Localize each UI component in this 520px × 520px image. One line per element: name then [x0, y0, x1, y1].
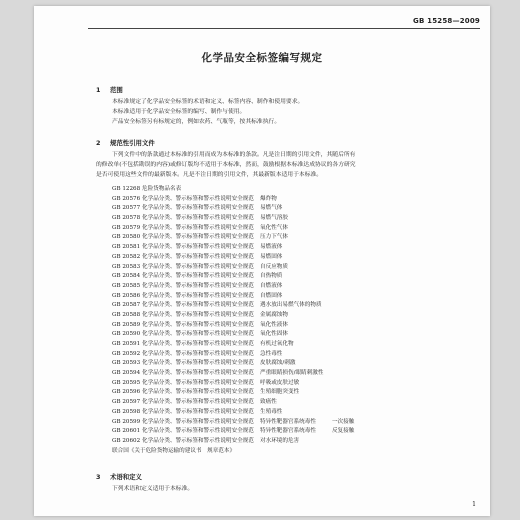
reference-category: 易燃液体 — [260, 244, 283, 251]
document-title: 化学品安全标签编写规定 — [201, 52, 323, 64]
reference-category: 自燃固体 — [260, 292, 283, 299]
reference-code: GB 20581 — [112, 244, 141, 251]
reference-category: 致癌性 — [260, 399, 277, 406]
reference-title: 化学品分类、警示标签和警示性说明安全规范 — [142, 341, 254, 347]
reference-code: GB 20601 — [112, 428, 141, 435]
reference-category: 易燃气体 — [260, 205, 283, 212]
reference-row — [112, 398, 472, 408]
reference-category: 易燃气溶胶 — [260, 215, 288, 222]
reference-row — [112, 214, 472, 224]
reference-category: 压力下气体 — [260, 234, 288, 241]
reference-row — [112, 282, 472, 292]
document-page — [34, 6, 490, 516]
section-2-intro-line: 是否可使用这些文件的最新版本。凡是不注日期的引用文件，其最新版本适用于本标准。 — [96, 172, 323, 178]
reference-category: 严重眼睛损伤/眼睛刺激性 — [260, 370, 324, 377]
section-3-body — [96, 484, 468, 494]
reference-row — [112, 408, 472, 418]
section-3-number: 3 — [96, 473, 101, 481]
standard-code: GB 15258—2009 — [413, 17, 480, 25]
reference-subcategory: 一次接触 — [331, 418, 355, 425]
reference-category: 特异性靶器官系统毒性 — [260, 418, 316, 425]
reference-code: GB 20588 — [112, 311, 141, 318]
reference-category: 呼吸或皮肤过敏 — [260, 379, 300, 386]
reference-title: 化学品分类、警示标签和警示性说明安全规范 — [142, 263, 254, 270]
reference-title: 化学品分类、警示标签和警示性说明安全规范 — [142, 321, 254, 328]
reference-category: 爆炸物 — [260, 195, 277, 202]
reference-category: 自热物质 — [260, 273, 283, 280]
reference-row — [112, 185, 472, 195]
reference-title: 化学品分类、警示标签和警示性说明安全规范 — [142, 370, 254, 377]
reference-code: GB 20594 — [112, 370, 141, 377]
reference-title: 化学品分类、警示标签和警示性说明安全规范 — [142, 244, 254, 251]
section-1-paragraph: 本标准适用于化学品安全标签的编写、制作与使用。 — [112, 109, 246, 115]
reference-code: GB 20585 — [112, 282, 141, 289]
reference-code: GB 20597 — [112, 399, 141, 406]
reference-row — [112, 369, 472, 379]
reference-code: GB 20576 — [112, 195, 141, 202]
reference-title: 化学品分类、警示标签和警示性说明安全规范 — [142, 205, 254, 212]
reference-title: 化学品分类、警示标签和警示性说明安全规范 — [142, 224, 254, 231]
reference-code: GB 20599 — [112, 418, 141, 425]
reference-code: GB 20579 — [112, 224, 141, 231]
reference-code: GB 20590 — [112, 331, 141, 338]
reference-code: GB 20587 — [112, 302, 141, 309]
reference-row — [112, 301, 472, 311]
reference-title: 化学品分类、警示标签和警示性说明安全规范 — [142, 253, 254, 260]
section-2-intro-line: 下列文件中的条款通过本标准的引用而成为本标准的条款。凡是注日期的引用文件，其随后所有 — [112, 152, 356, 158]
reference-row — [112, 272, 472, 282]
reference-code: GB 20583 — [112, 263, 141, 270]
reference-category: 氧化性固体 — [260, 331, 288, 338]
reference-row — [112, 224, 472, 234]
section-3-heading — [96, 472, 142, 481]
reference-row — [112, 379, 472, 389]
reference-title: 化学品分类、警示标签和警示性说明安全规范 — [142, 331, 254, 338]
reference-row — [112, 263, 472, 273]
reference-title: 化学品分类、警示标签和警示性说明安全规范 — [142, 379, 254, 386]
reference-title: 化学品分类、警示标签和警示性说明安全规范 — [142, 273, 254, 280]
reference-row — [112, 418, 472, 428]
reference-row — [112, 359, 472, 369]
section-1-heading — [96, 85, 123, 94]
reference-title: 化学品分类、警示标签和警示性说明安全规范 — [142, 195, 254, 202]
reference-title: 化学品分类、警示标签和警示性说明安全规范 — [142, 418, 254, 425]
reference-category: 皮肤腐蚀/刺激 — [260, 360, 296, 367]
reference-category: 特异性靶器官系统毒性 — [260, 428, 316, 435]
section-2-heading — [96, 138, 155, 147]
reference-code: GB 20596 — [112, 389, 141, 396]
reference-row — [112, 311, 472, 321]
reference-title: 危险货物品名表 — [142, 186, 182, 192]
reference-row — [112, 243, 472, 253]
reference-row — [112, 253, 472, 263]
reference-code: GB 20580 — [112, 234, 141, 241]
reference-title: 化学品分类、警示标签和警示性说明安全规范 — [142, 215, 254, 222]
reference-code: GB 20584 — [112, 273, 141, 280]
reference-title: 化学品分类、警示标签和警示性说明安全规范 — [142, 302, 254, 309]
reference-title: 化学品分类、警示标签和警示性说明安全规范 — [142, 234, 254, 241]
section-1-paragraph: 本标准规定了化学品安全标签的术语和定义、标签内容、制作和使用要求。 — [112, 99, 304, 105]
reference-category: 有机过氧化物 — [260, 341, 294, 347]
reference-title: 化学品分类、警示标签和警示性说明安全规范 — [142, 428, 254, 435]
reference-category: 自燃液体 — [260, 282, 283, 289]
reference-code: GB 20582 — [112, 253, 141, 260]
section-1-number: 1 — [96, 86, 101, 94]
section-3-paragraph: 下列术语和定义适用于本标准。 — [112, 486, 194, 492]
reference-category: 遇水放出易燃气体的物质 — [260, 302, 322, 309]
reference-category: 生殖细胞突变性 — [260, 389, 300, 396]
reference-row — [112, 388, 472, 398]
reference-title: 化学品分类、警示标签和警示性说明安全规范 — [142, 292, 254, 299]
section-2-title: 规范性引用文件 — [110, 139, 155, 147]
reference-code: GB 20578 — [112, 215, 141, 222]
reference-title: 化学品分类、警示标签和警示性说明安全规范 — [142, 399, 254, 406]
reference-category: 急性毒性 — [260, 350, 283, 357]
section-1-body — [96, 97, 468, 127]
un-reference: 联合国《关于危险货物运输的建议书 规章范本》 — [112, 447, 236, 454]
reference-title: 化学品分类、警示标签和警示性说明安全规范 — [142, 282, 254, 289]
reference-row — [112, 195, 472, 205]
reference-code: GB 20591 — [112, 341, 141, 347]
reference-row — [112, 233, 472, 243]
reference-code: GB 20577 — [112, 205, 141, 212]
reference-category: 金属腐蚀物 — [260, 311, 288, 318]
reference-category: 自反应物质 — [260, 263, 288, 270]
section-2-number: 2 — [96, 139, 101, 147]
page-number: 1 — [472, 501, 476, 508]
reference-category: 氧化性气体 — [260, 224, 288, 231]
reference-row — [112, 437, 472, 447]
reference-title: 化学品分类、警示标签和警示性说明安全规范 — [142, 311, 254, 318]
section-1-title: 范围 — [110, 86, 123, 94]
reference-row — [112, 427, 472, 437]
reference-category: 对水环境的危害 — [260, 437, 300, 444]
section-3-title: 术语和定义 — [110, 473, 142, 481]
section-1-paragraph: 产品安全标签另有标规定的，例如农药、气瓶等，按其标准执行。 — [112, 119, 281, 125]
section-2-intro-line: 的修改单(不包括勘误的内容)或修订版均不适用于本标准，然而，鼓励根据本标准达成协议的各方研究 — [96, 162, 356, 168]
reference-title: 化学品分类、警示标签和警示性说明安全规范 — [142, 389, 254, 396]
reference-code: GB 20586 — [112, 292, 141, 299]
reference-subcategory: 反复接触 — [331, 428, 355, 435]
reference-title: 化学品分类、警示标签和警示性说明安全规范 — [142, 408, 254, 415]
reference-code: GB 20592 — [112, 350, 141, 357]
reference-code: GB 20602 — [112, 437, 141, 444]
reference-code: GB 20589 — [112, 321, 141, 328]
reference-row — [112, 340, 472, 350]
section-2-intro — [96, 150, 468, 180]
reference-row — [112, 204, 472, 214]
reference-code: GB 20595 — [112, 379, 141, 386]
reference-code: GB 20598 — [112, 408, 141, 415]
reference-category: 氧化性液体 — [260, 321, 288, 328]
reference-title: 化学品分类、警示标签和警示性说明安全规范 — [142, 360, 254, 367]
reference-list — [112, 185, 472, 456]
reference-row — [112, 330, 472, 340]
reference-title: 化学品分类、警示标签和警示性说明安全规范 — [142, 437, 254, 444]
reference-code: GB 20593 — [112, 360, 141, 367]
reference-title: 化学品分类、警示标签和警示性说明安全规范 — [142, 350, 254, 357]
reference-row — [112, 321, 472, 331]
reference-row — [112, 350, 472, 360]
reference-code: GB 12268 — [112, 186, 141, 192]
header-rule — [88, 28, 480, 29]
reference-row — [112, 292, 472, 302]
reference-category: 生殖毒性 — [260, 408, 283, 415]
reference-category: 易燃固体 — [260, 253, 283, 260]
